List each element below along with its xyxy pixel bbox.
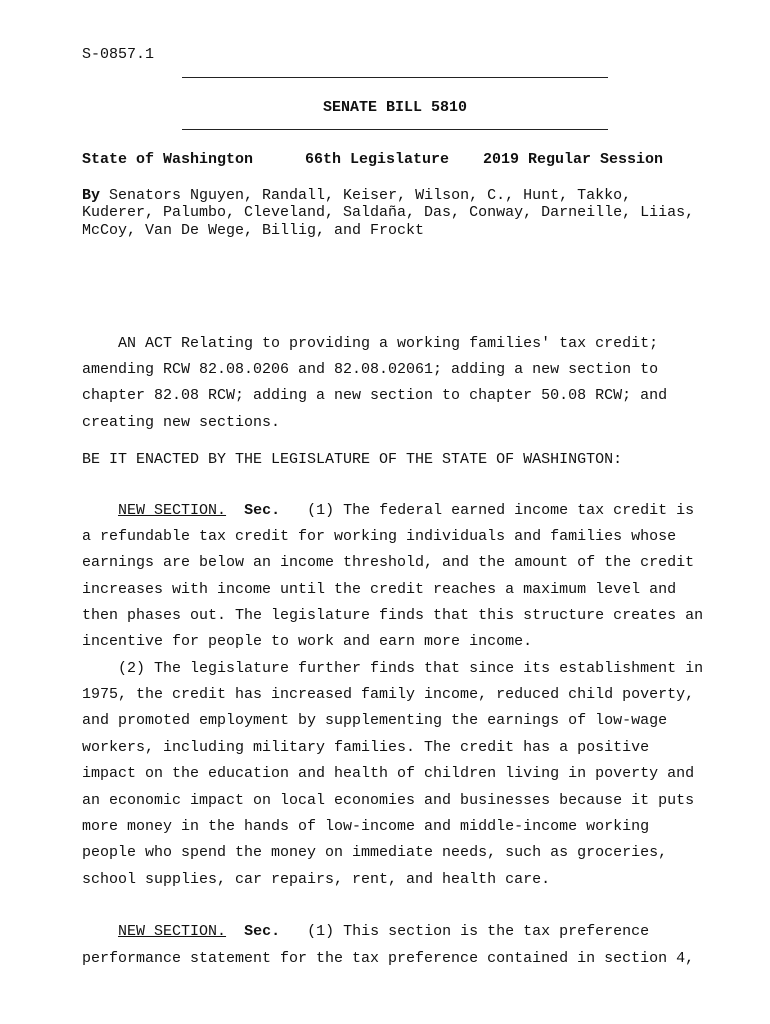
act-line: creating new sections. [82, 414, 281, 431]
section-line: a refundable tax credit for working individuals and families whose [82, 528, 677, 545]
section-line: more money in the hands of low-income and middle-income working [82, 818, 650, 835]
section-line: increases with income until the credit reaches a maximum level and [82, 581, 677, 598]
section-line: an economic impact on local economies and businesses because it puts [82, 792, 695, 809]
section-line: people who spend the money on immediate needs, such as groceries, [82, 844, 668, 861]
sponsors-text-1: Senators Nguyen, Randall, Keiser, Wilson, C., Hunt, Takko, [100, 187, 632, 204]
section-1-heading [82, 502, 694, 519]
section-line: (2) The legislature further finds that since its establishment in [82, 660, 704, 677]
section-line: workers, including military families. The credit has a positive [82, 739, 650, 756]
act-line: AN ACT Relating to providing a working families' tax credit; [82, 335, 659, 352]
sec-label: Sec. [244, 923, 281, 940]
section-1-first-line: (1) The federal earned income tax credit is [307, 502, 695, 519]
sec-label: Sec. [244, 502, 281, 519]
section-line: earnings are below an income threshold, and the amount of the credit [82, 554, 695, 571]
act-line: amending RCW 82.08.0206 and 82.08.02061; adding a new section to [82, 361, 659, 378]
sponsors-line-1 [82, 187, 631, 204]
bill-title: SENATE BILL 5810 [322, 99, 468, 116]
sponsors-line-2: Kuderer, Palumbo, Cleveland, Saldaña, Das, Conway, Darneille, Liias, [82, 204, 695, 221]
section-line: 1975, the credit has increased family income, reduced child poverty, [82, 686, 695, 703]
bottom-rule [182, 129, 608, 130]
header-session: 2019 Regular Session [483, 151, 664, 168]
section-line: and promoted employment by supplementing the earnings of low-wage [82, 712, 668, 729]
enacting-clause: BE IT ENACTED BY THE LEGISLATURE OF THE STATE OF WASHINGTON: [82, 451, 623, 468]
sponsors-line-3: McCoy, Van De Wege, Billig, and Frockt [82, 222, 425, 239]
section-line: school supplies, car repairs, rent, and health care. [82, 871, 551, 888]
document-id: S-0857.1 [82, 46, 155, 63]
section-line: incentive for people to work and earn more income. [82, 633, 533, 650]
act-line: chapter 82.08 RCW; adding a new section to chapter 50.08 RCW; and [82, 387, 668, 404]
new-section-label: NEW SECTION. [118, 502, 227, 519]
header-state: State of Washington [82, 151, 254, 168]
sponsors-by-label: By [82, 187, 101, 204]
new-section-label: NEW SECTION. [118, 923, 227, 940]
top-rule [182, 77, 608, 78]
section-line: impact on the education and health of children living in poverty and [82, 765, 695, 782]
section-2-heading [82, 923, 649, 940]
section-line: then phases out. The legislature finds that this structure creates an [82, 607, 704, 624]
section-2-first-line: (1) This section is the tax preference [307, 923, 650, 940]
section-line: performance statement for the tax preference contained in section 4, [82, 950, 695, 967]
header-legislature: 66th Legislature [305, 151, 450, 168]
